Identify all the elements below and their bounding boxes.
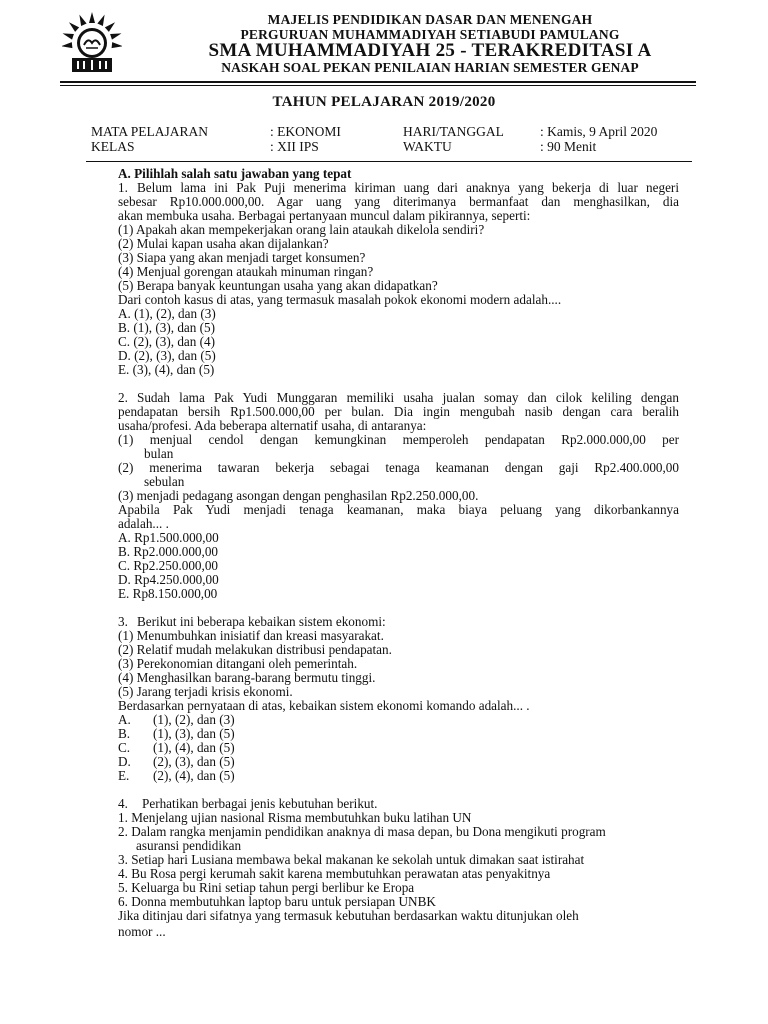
header-divider-thin: [60, 85, 696, 86]
q3-question: Berdasarkan pernyataan di atas, kebaikan sistem ekonomi komando adalah... .: [118, 698, 530, 713]
muhammadiyah-logo-icon: [62, 10, 122, 76]
q2-option-c: C. Rp2.250.000,00: [118, 558, 219, 573]
q2-item: (2) menerima tawaran bekerja sebagai tenaga keamanan dengan gaji Rp2.400.000,00: [118, 460, 679, 475]
q3-option-d: (2), (3), dan (5): [153, 754, 235, 769]
q1-stem-line: sebesar Rp10.000.000,00. Agar uang yang diterimanya bermanfaat dan menghasilkan, dia: [118, 194, 679, 209]
time-value: : 90 Menit: [540, 139, 597, 154]
q4-item: 1. Menjelang ujian nasional Risma membutuhkan buku latihan UN: [118, 810, 472, 825]
q2-item-cont: bulan: [144, 446, 174, 461]
q2-item-cont: sebulan: [144, 474, 185, 489]
q1-option-d: D. (2), (3), dan (5): [118, 348, 216, 363]
q2-option-d: D. Rp4.250.000,00: [118, 572, 219, 587]
q2-question-cont: adalah... .: [118, 516, 169, 531]
section-instruction: A. Pilihlah salah satu jawaban yang tepat: [118, 166, 352, 181]
q1-option-b: B. (1), (3), dan (5): [118, 320, 216, 335]
q2-item: (3) menjadi pedagang asongan dengan penghasilan Rp2.250.000,00.: [118, 488, 479, 503]
q3-item: (4) Menghasilkan barang-barang bermutu tinggi.: [118, 670, 376, 685]
header-line-2: PERGURUAN MUHAMMADIYAH SETIABUDI PAMULANG: [240, 27, 620, 42]
q3-option-a: (1), (2), dan (3): [153, 712, 235, 727]
q2-stem-line: Sudah lama Pak Yudi Munggaran memiliki usaha jualan somay dan cilok keliling dengan: [137, 390, 679, 405]
q4-item: 4. Bu Rosa pergi kerumah sakit karena membutuhkan perawatan atas penyakitnya: [118, 866, 551, 881]
q2-item: (1) menjual cendol dengan kemungkinan memperoleh pendapatan Rp2.000.000,00 per: [118, 432, 679, 447]
day-value: : Kamis, 9 April 2020: [540, 124, 658, 139]
subject-label: MATA PELAJARAN: [91, 124, 209, 139]
q3-option-letter: B.: [118, 726, 131, 741]
q1-stem-line: Belum lama ini Pak Puji menerima kiriman uang dari anaknya yang bekerja di luar negeri: [137, 180, 679, 195]
q1-item: (1) Apakah akan mempekerjakan orang lain ataukah dikelola sendiri?: [118, 222, 485, 237]
header-divider-thick: [60, 81, 696, 83]
q3-option-letter: D.: [118, 754, 131, 769]
info-divider: [86, 161, 692, 162]
day-label: HARI/TANGGAL: [403, 124, 504, 139]
q1-stem-line: akan membuka usaha. Berbagai pertanyaan muncul dalam pikirannya, seperti:: [118, 208, 531, 223]
q2-stem-line: pendapatan bersih Rp1.500.000,00 per bulan. Dia ingin mengubah nasib dengan cara beralih: [118, 404, 679, 419]
q1-item: (3) Siapa yang akan menjadi target konsumen?: [118, 250, 366, 265]
class-value: : XII IPS: [270, 139, 319, 154]
q2-option-a: A. Rp1.500.000,00: [118, 530, 219, 545]
q4-question-cont: nomor ...: [118, 924, 166, 939]
q3-option-letter: C.: [118, 740, 131, 755]
q1-option-c: C. (2), (3), dan (4): [118, 334, 216, 349]
q1-number: 1.: [118, 180, 128, 195]
q4-item: 3. Setiap hari Lusiana membawa bekal makanan ke sekolah untuk dimakan saat istirahat: [118, 852, 585, 867]
school-title: SMA MUHAMMADIYAH 25 - TERAKREDITASI A: [208, 40, 652, 61]
q1-item: (5) Berapa banyak keuntungan usaha yang akan didapatkan?: [118, 278, 438, 293]
q4-item-cont: asuransi pendidikan: [136, 838, 242, 853]
header-line-1: MAJELIS PENDIDIKAN DASAR DAN MENENGAH: [267, 12, 593, 27]
q1-option-e: E. (3), (4), dan (5): [118, 362, 215, 377]
q1-option-a: A. (1), (2), dan (3): [118, 306, 216, 321]
q2-number: 2.: [118, 390, 128, 405]
q2-option-e: E. Rp8.150.000,00: [118, 586, 218, 601]
academic-year: TAHUN PELAJARAN 2019/2020: [272, 94, 496, 110]
q3-item: (1) Menumbuhkan inisiatif dan kreasi masyarakat.: [118, 628, 384, 643]
q3-option-b: (1), (3), dan (5): [153, 726, 235, 741]
q1-item: (2) Mulai kapan usaha akan dijalankan?: [118, 236, 329, 251]
subject-value: : EKONOMI: [270, 124, 341, 139]
q4-question: Jika ditinjau dari sifatnya yang termasuk kebutuhan berdasarkan waktu ditunjukan oleh: [118, 908, 579, 923]
q2-question: Apabila Pak Yudi menjadi tenaga keamanan, maka biaya peluang yang dikorbankannya: [118, 502, 679, 517]
q4-stem: Perhatikan berbagai jenis kebutuhan berikut.: [142, 796, 378, 811]
q4-item: 5. Keluarga bu Rini setiap tahun pergi berlibur ke Eropa: [118, 880, 415, 895]
q3-option-c: (1), (4), dan (5): [153, 740, 235, 755]
q2-option-b: B. Rp2.000.000,00: [118, 544, 219, 559]
exam-title: NASKAH SOAL PEKAN PENILAIAN HARIAN SEMESTER GENAP: [221, 60, 639, 75]
q3-stem: Berikut ini beberapa kebaikan sistem ekonomi:: [137, 614, 386, 629]
q3-number: 3.: [118, 614, 128, 629]
q3-item: (5) Jarang terjadi krisis ekonomi.: [118, 684, 293, 699]
q2-stem-line: usaha/profesi. Ada beberapa alternatif usaha, di antaranya:: [118, 418, 427, 433]
time-label: WAKTU: [403, 139, 452, 154]
q3-item: (2) Relatif mudah melakukan distribusi pendapatan.: [118, 642, 392, 657]
q1-item: (4) Menjual gorengan ataukah minuman ringan?: [118, 264, 374, 279]
q3-option-letter: E.: [118, 768, 130, 783]
q4-item: 6. Donna membutuhkan laptop baru untuk persiapan UNBK: [118, 894, 436, 909]
q1-question: Dari contoh kasus di atas, yang termasuk masalah pokok ekonomi modern adalah....: [118, 292, 562, 307]
q3-option-letter: A.: [118, 712, 131, 727]
q3-option-e: (2), (4), dan (5): [153, 768, 235, 783]
class-label: KELAS: [91, 139, 135, 154]
q4-number: 4.: [118, 796, 128, 811]
q3-item: (3) Perekonomian ditangani oleh pemerintah.: [118, 656, 358, 671]
q4-item: 2. Dalam rangka menjamin pendidikan anaknya di masa depan, bu Dona mengikuti program: [118, 824, 606, 839]
